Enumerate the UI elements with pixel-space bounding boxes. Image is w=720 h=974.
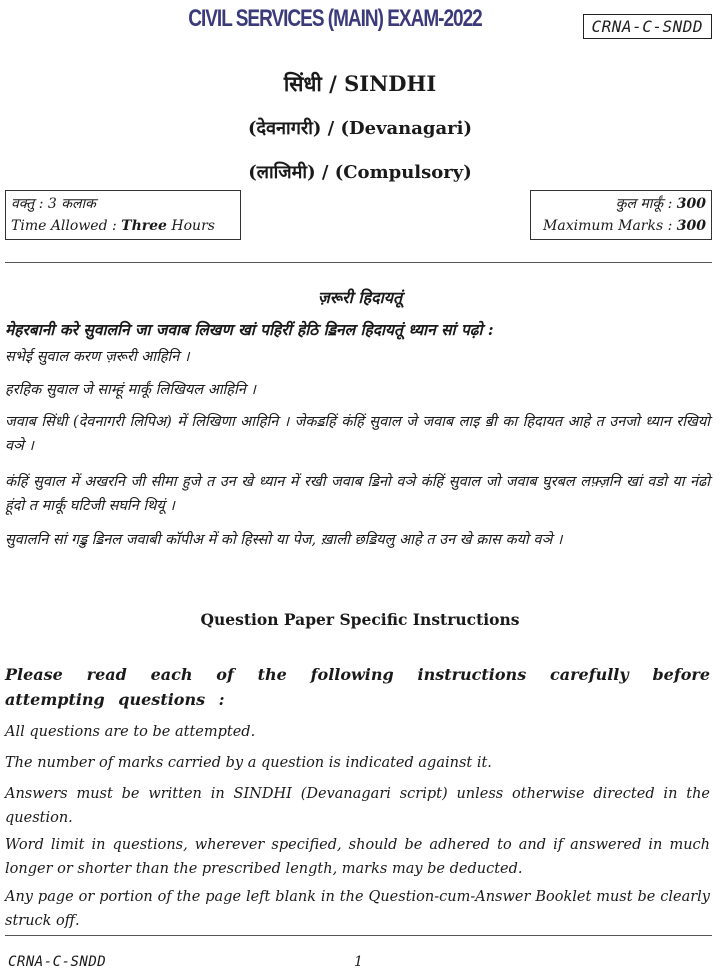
english-instruction-item: Word limit in questions, wherever specified, should be adhered to and if answered in much longer or shorter than the prescribed length, marks may be deducted.: [5, 837, 710, 877]
maximum-marks-label: Maximum Marks :: [543, 218, 677, 234]
english-instruction-item: Any page or portion of the page left blank in the Question-cum-Answer Booklet must be clearly struck off.: [5, 889, 710, 929]
paper-type-label: (लाजिमी) / (Compulsory): [248, 162, 472, 183]
english-instructions-intro: Please read each of the following instructions carefully before attempting questions :: [5, 665, 710, 709]
script-label: (देवनागरी) / (Devanagari): [247, 118, 473, 139]
subject-title: सिंधी / SINDHI: [283, 71, 437, 96]
english-instructions-heading: Question Paper Specific Instructions: [200, 610, 520, 629]
time-allowed-english: [11, 215, 235, 237]
time-allowed-value: Three: [121, 218, 167, 234]
sindhi-instruction-item: सभेई सुवाल करण ज़रूरी आहिनि ।: [5, 349, 190, 365]
english-instruction-item: Answers must be written in SINDHI (Devanagari script) unless otherwise directed in the question.: [5, 786, 710, 826]
maximum-marks-value: 300: [676, 218, 706, 234]
sindhi-instruction-item: कंहिं सुवाल में अखरनि जी सीमा हुजे त उन खे ध्यान में रखी जवाब ॾिनो वञे कंहिं सुवाल जो जवाब घुरबल लफ़्ज़नि खां वडो या नंढो हूंदो त मार्कूं घटिजी सघनि थियूं ।: [5, 474, 710, 514]
sindhi-instructions-heading: ज़रूरी हिदायतूं: [317, 288, 403, 307]
time-allowed-box: [5, 190, 241, 240]
maximum-marks-english: [536, 215, 706, 237]
maximum-marks-sindhi-label: कुल मार्कूं :: [615, 196, 677, 212]
sindhi-instruction-item: हरहिक सुवाल जे साम्हूं मार्कूं लिखियल आहिनि ।: [5, 382, 256, 398]
header-divider: [5, 262, 712, 263]
page-number: 1: [354, 954, 363, 970]
maximum-marks-box: [530, 190, 712, 240]
maximum-marks-sindhi: [536, 193, 706, 215]
sindhi-instruction-item: सुवालनि सां गॾु ॾिनल जवाबी कॉपीअ में को हिस्सो या पेज, ख़ाली छॾियलु आहे त उन खे क्रास कयो वञे ।: [5, 532, 563, 548]
sindhi-instructions-intro: मेहरबानी करे सुवालनि जा जवाब लिखण खां पहिरीं हेठि ॾिनल हिदायतूं ध्यान सां पढ़ो :: [5, 320, 494, 339]
time-allowed-unit: Hours: [166, 218, 215, 234]
time-allowed-sindhi: वक्तु : 3 कलाक: [11, 196, 96, 212]
maximum-marks-sindhi-value: 300: [676, 196, 706, 212]
english-instruction-item: The number of marks carried by a question is indicated against it.: [5, 755, 492, 771]
english-instruction-item: All questions are to be attempted.: [5, 724, 256, 740]
exam-title: CIVIL SERVICES (MAIN) EXAM-2022: [188, 6, 482, 33]
paper-code-box: CRNA-C-SNDD: [583, 14, 712, 39]
time-allowed-label: Time Allowed :: [11, 218, 122, 234]
footer-divider: [5, 935, 712, 936]
sindhi-instruction-item: जवाब सिंधी (देवनागरी लिपिअ) में लिखिणा आहिनि । जेकॾहिं कंहिं सुवाल जे जवाब लाइ ॿी का हिदायत आहे त उनजो ध्यान रखियो वञे ।: [5, 414, 710, 454]
footer-paper-code: CRNA-C-SNDD: [8, 954, 107, 970]
